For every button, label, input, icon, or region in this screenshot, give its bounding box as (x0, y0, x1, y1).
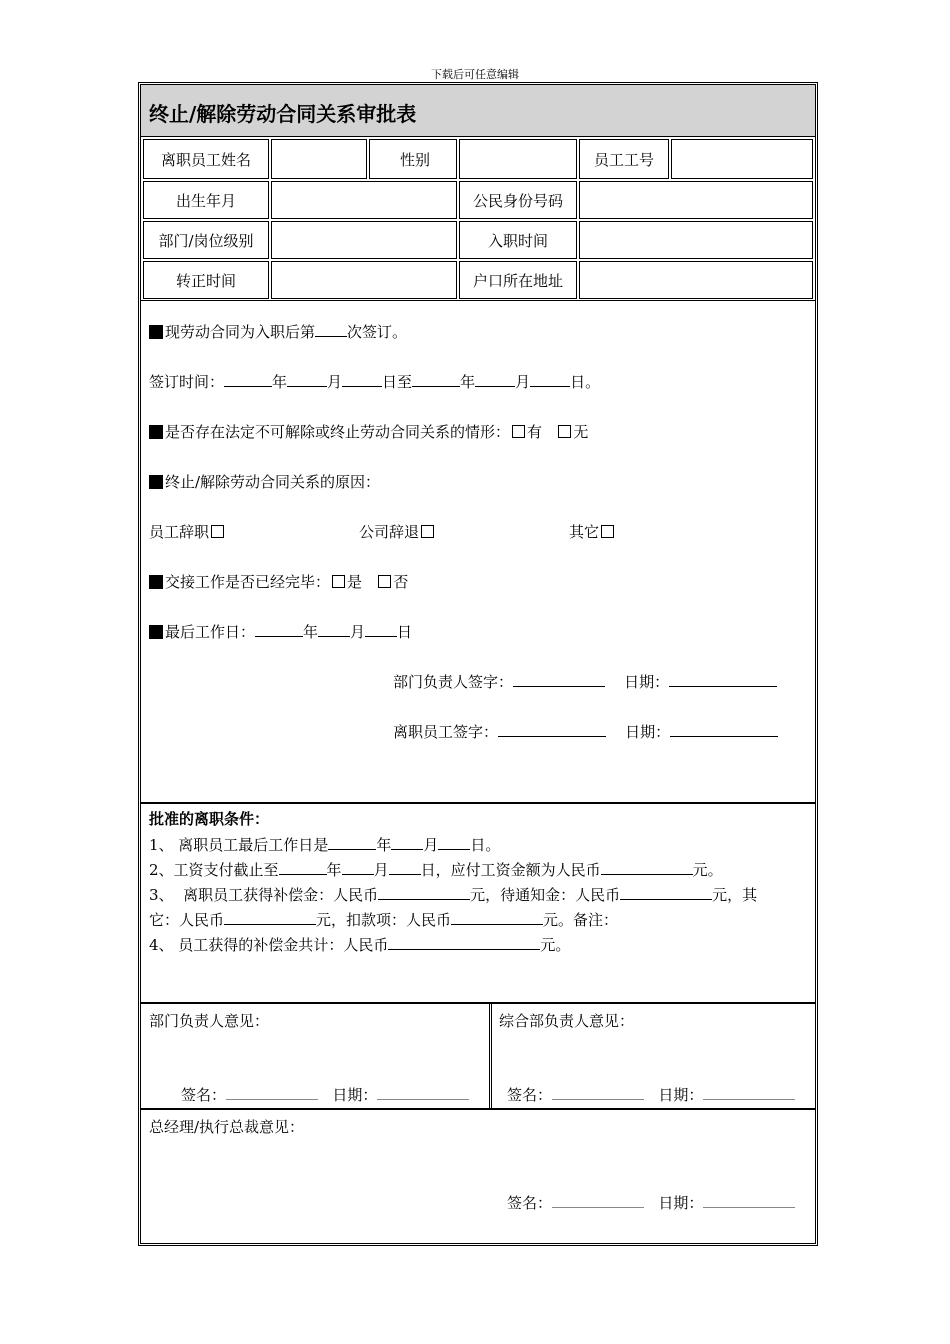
checkbox-resign[interactable] (211, 525, 224, 538)
hukou-field[interactable] (579, 261, 813, 299)
dept-head-opinion-label: 部门负责人意见： (149, 1012, 270, 1030)
gender-label: 性别 (369, 139, 457, 179)
id-card-label: 公民身份号码 (459, 181, 577, 219)
checkbox-yes[interactable] (512, 425, 525, 438)
reason-option-resign: 员工辞职 (149, 521, 226, 542)
hire-label: 入职时间 (459, 221, 577, 259)
birth-label: 出生年月 (143, 181, 269, 219)
reason-option-other: 其它 (569, 521, 616, 542)
bullet-square-icon (149, 575, 163, 589)
id-card-field[interactable] (579, 181, 813, 219)
checkbox-handover-no[interactable] (378, 575, 391, 588)
dept-sign-line: 部门负责人签字： 日期： (393, 671, 777, 692)
opinion-divider (489, 1004, 492, 1110)
employee-id-label: 员工工号 (579, 139, 669, 179)
hukou-label: 户口所在地址 (459, 261, 577, 299)
checkbox-other[interactable] (601, 525, 614, 538)
employee-id-field[interactable] (671, 139, 813, 179)
regular-label: 转正时间 (143, 261, 269, 299)
checkbox-no[interactable] (558, 425, 571, 438)
checkbox-dismiss[interactable] (421, 525, 434, 538)
bullet-square-icon (149, 475, 163, 489)
bullet-square-icon (149, 325, 163, 339)
sign-time-line: 签订时间： 年 月 日至 年 月 日。 (149, 373, 601, 391)
approval-line-3: 3、 离职员工获得补偿金：人民币 元，待通知金：人民币 元，其 (149, 886, 758, 904)
bullet-square-icon (149, 625, 163, 639)
bullet-square-icon (149, 425, 163, 439)
dept-field[interactable] (271, 221, 457, 259)
approval-section (141, 802, 815, 1002)
approval-heading: 批准的离职条件： (149, 810, 270, 828)
general-dept-sign-line: 签名： 日期： (507, 1084, 795, 1105)
approval-line-1: 1、 离职员工最后工作日是 年 月 日。 (149, 836, 501, 854)
emp-sign-line: 离职员工签字： 日期： (393, 721, 778, 742)
gm-sign-line: 签名： 日期： (507, 1192, 795, 1213)
dept-label: 部门/岗位级别 (143, 221, 269, 259)
header-note: 下载后可任意编辑 (431, 68, 519, 81)
emp-sign-blank[interactable] (498, 722, 606, 737)
approval-line-3b: 它：人民币 元，扣款项：人民币 元。备注： (149, 911, 619, 929)
contract-section (141, 300, 815, 802)
reason-option-dismiss: 公司辞退 (359, 521, 436, 542)
gender-field[interactable] (459, 139, 577, 179)
approval-line-2: 2、工资支付截止至 年 月 日，应付工资金额为人民币 元。 (149, 861, 723, 879)
general-dept-opinion-label: 综合部负责人意见： (499, 1012, 635, 1030)
count-blank[interactable] (315, 322, 347, 337)
contract-count-line: 现劳动合同为入职后第 次签订。 (149, 321, 407, 342)
approval-line-4: 4、 员工获得的补偿金共计：人民币 元。 (149, 936, 571, 954)
form-title: 终止/解除劳动合同关系审批表 (141, 85, 815, 137)
birth-field[interactable] (271, 181, 457, 219)
checkbox-handover-yes[interactable] (332, 575, 345, 588)
regular-field[interactable] (271, 261, 457, 299)
name-field[interactable] (271, 139, 367, 179)
last-day-line: 最后工作日： 年 月 日 (149, 621, 412, 642)
dept-sign-blank[interactable] (513, 672, 605, 687)
gm-opinion-section (141, 1108, 815, 1243)
dept-head-sign-line: 签名： 日期： (181, 1084, 469, 1105)
hire-field[interactable] (579, 221, 813, 259)
reason-heading: 终止/解除劳动合同关系的原因： (149, 471, 380, 492)
gm-opinion-label: 总经理/执行总裁意见： (149, 1118, 305, 1136)
opinion-row (141, 1002, 815, 1108)
name-label: 离职员工姓名 (143, 139, 269, 179)
handover-line: 交接工作是否已经完毕： 是 否 (149, 571, 408, 592)
legal-question-line: 是否存在法定不可解除或终止劳动合同关系的情形： 有 无 (149, 421, 588, 442)
approval-form (138, 82, 818, 1246)
